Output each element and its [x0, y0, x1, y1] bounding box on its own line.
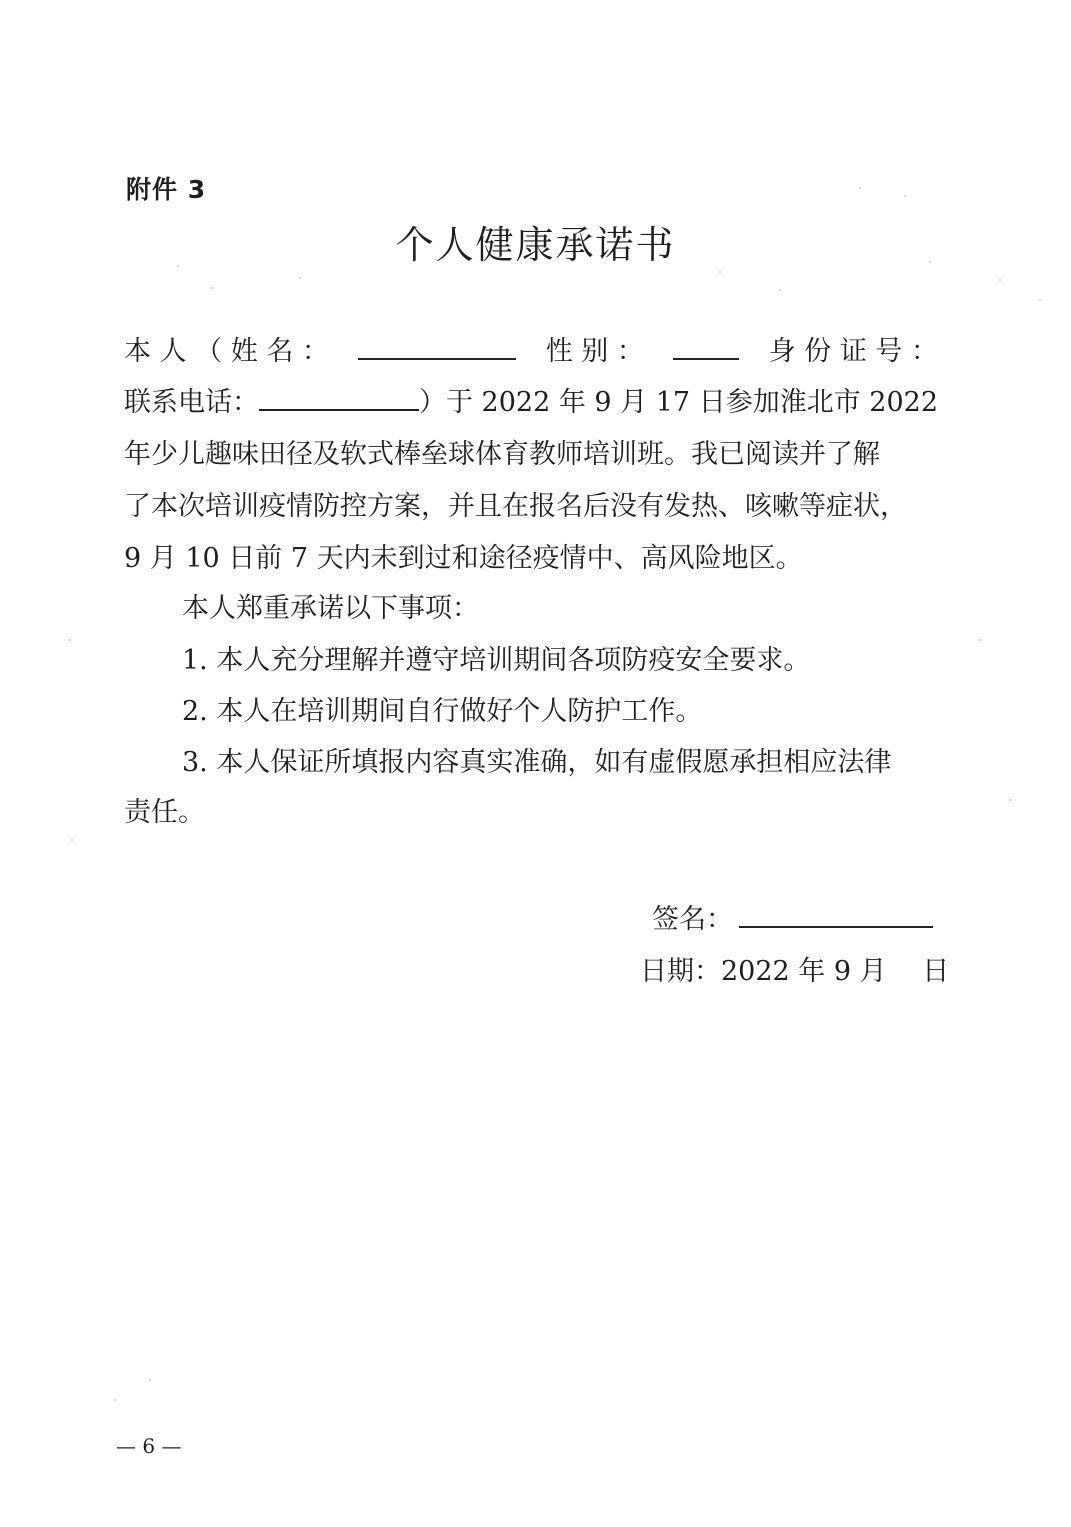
- page-number: — 6 —: [116, 1434, 182, 1458]
- attachment-label: 附件 3: [126, 175, 207, 204]
- body-line-1: [124, 334, 938, 370]
- signature-blank[interactable]: [739, 904, 933, 928]
- gender-blank[interactable]: [673, 336, 739, 360]
- body-line-4: 了本次培训疫情防控方案，并且在报名后没有发热、咳嗽等症状，: [124, 491, 907, 522]
- body-line-3: 年少儿趣味田径及软式棒垒球体育教师培训班。我已阅读并了解: [124, 439, 880, 470]
- date-row: 日期：2022 年 9 月 日: [640, 956, 950, 987]
- name-label: 本 人 （ 姓 名 ：: [124, 336, 329, 367]
- name-blank[interactable]: [358, 336, 516, 360]
- body-line-5: 9 月 10 日前 7 天内未到过和途径疫情中、高风险地区。: [124, 543, 803, 574]
- signature-row: [652, 902, 933, 938]
- promise-intro: 本人郑重承诺以下事项：: [182, 593, 479, 624]
- id-number-label: 身 份 证 号 ：: [768, 336, 938, 367]
- promise-item-2: 2. 本人在培训期间自行做好个人防护工作。: [182, 696, 703, 727]
- phone-blank[interactable]: [259, 387, 419, 411]
- signature-label: 签名：: [652, 904, 733, 935]
- promise-item-3-line-2: 责任。: [124, 797, 205, 828]
- training-date-text: ）于 2022 年 9 月 17 日参加淮北市 2022: [418, 387, 938, 418]
- phone-label: 联系电话：: [124, 387, 259, 418]
- promise-item-3-line-1: 3. 本人保证所填报内容真实准确，如有虚假愿承担相应法律: [182, 747, 892, 778]
- gender-label: 性 别 ：: [545, 336, 644, 367]
- document-title: 个人健康承诺书: [395, 223, 676, 267]
- body-line-2: [124, 385, 938, 421]
- promise-item-1: 1. 本人充分理解并遵守培训期间各项防疫安全要求。: [182, 645, 811, 676]
